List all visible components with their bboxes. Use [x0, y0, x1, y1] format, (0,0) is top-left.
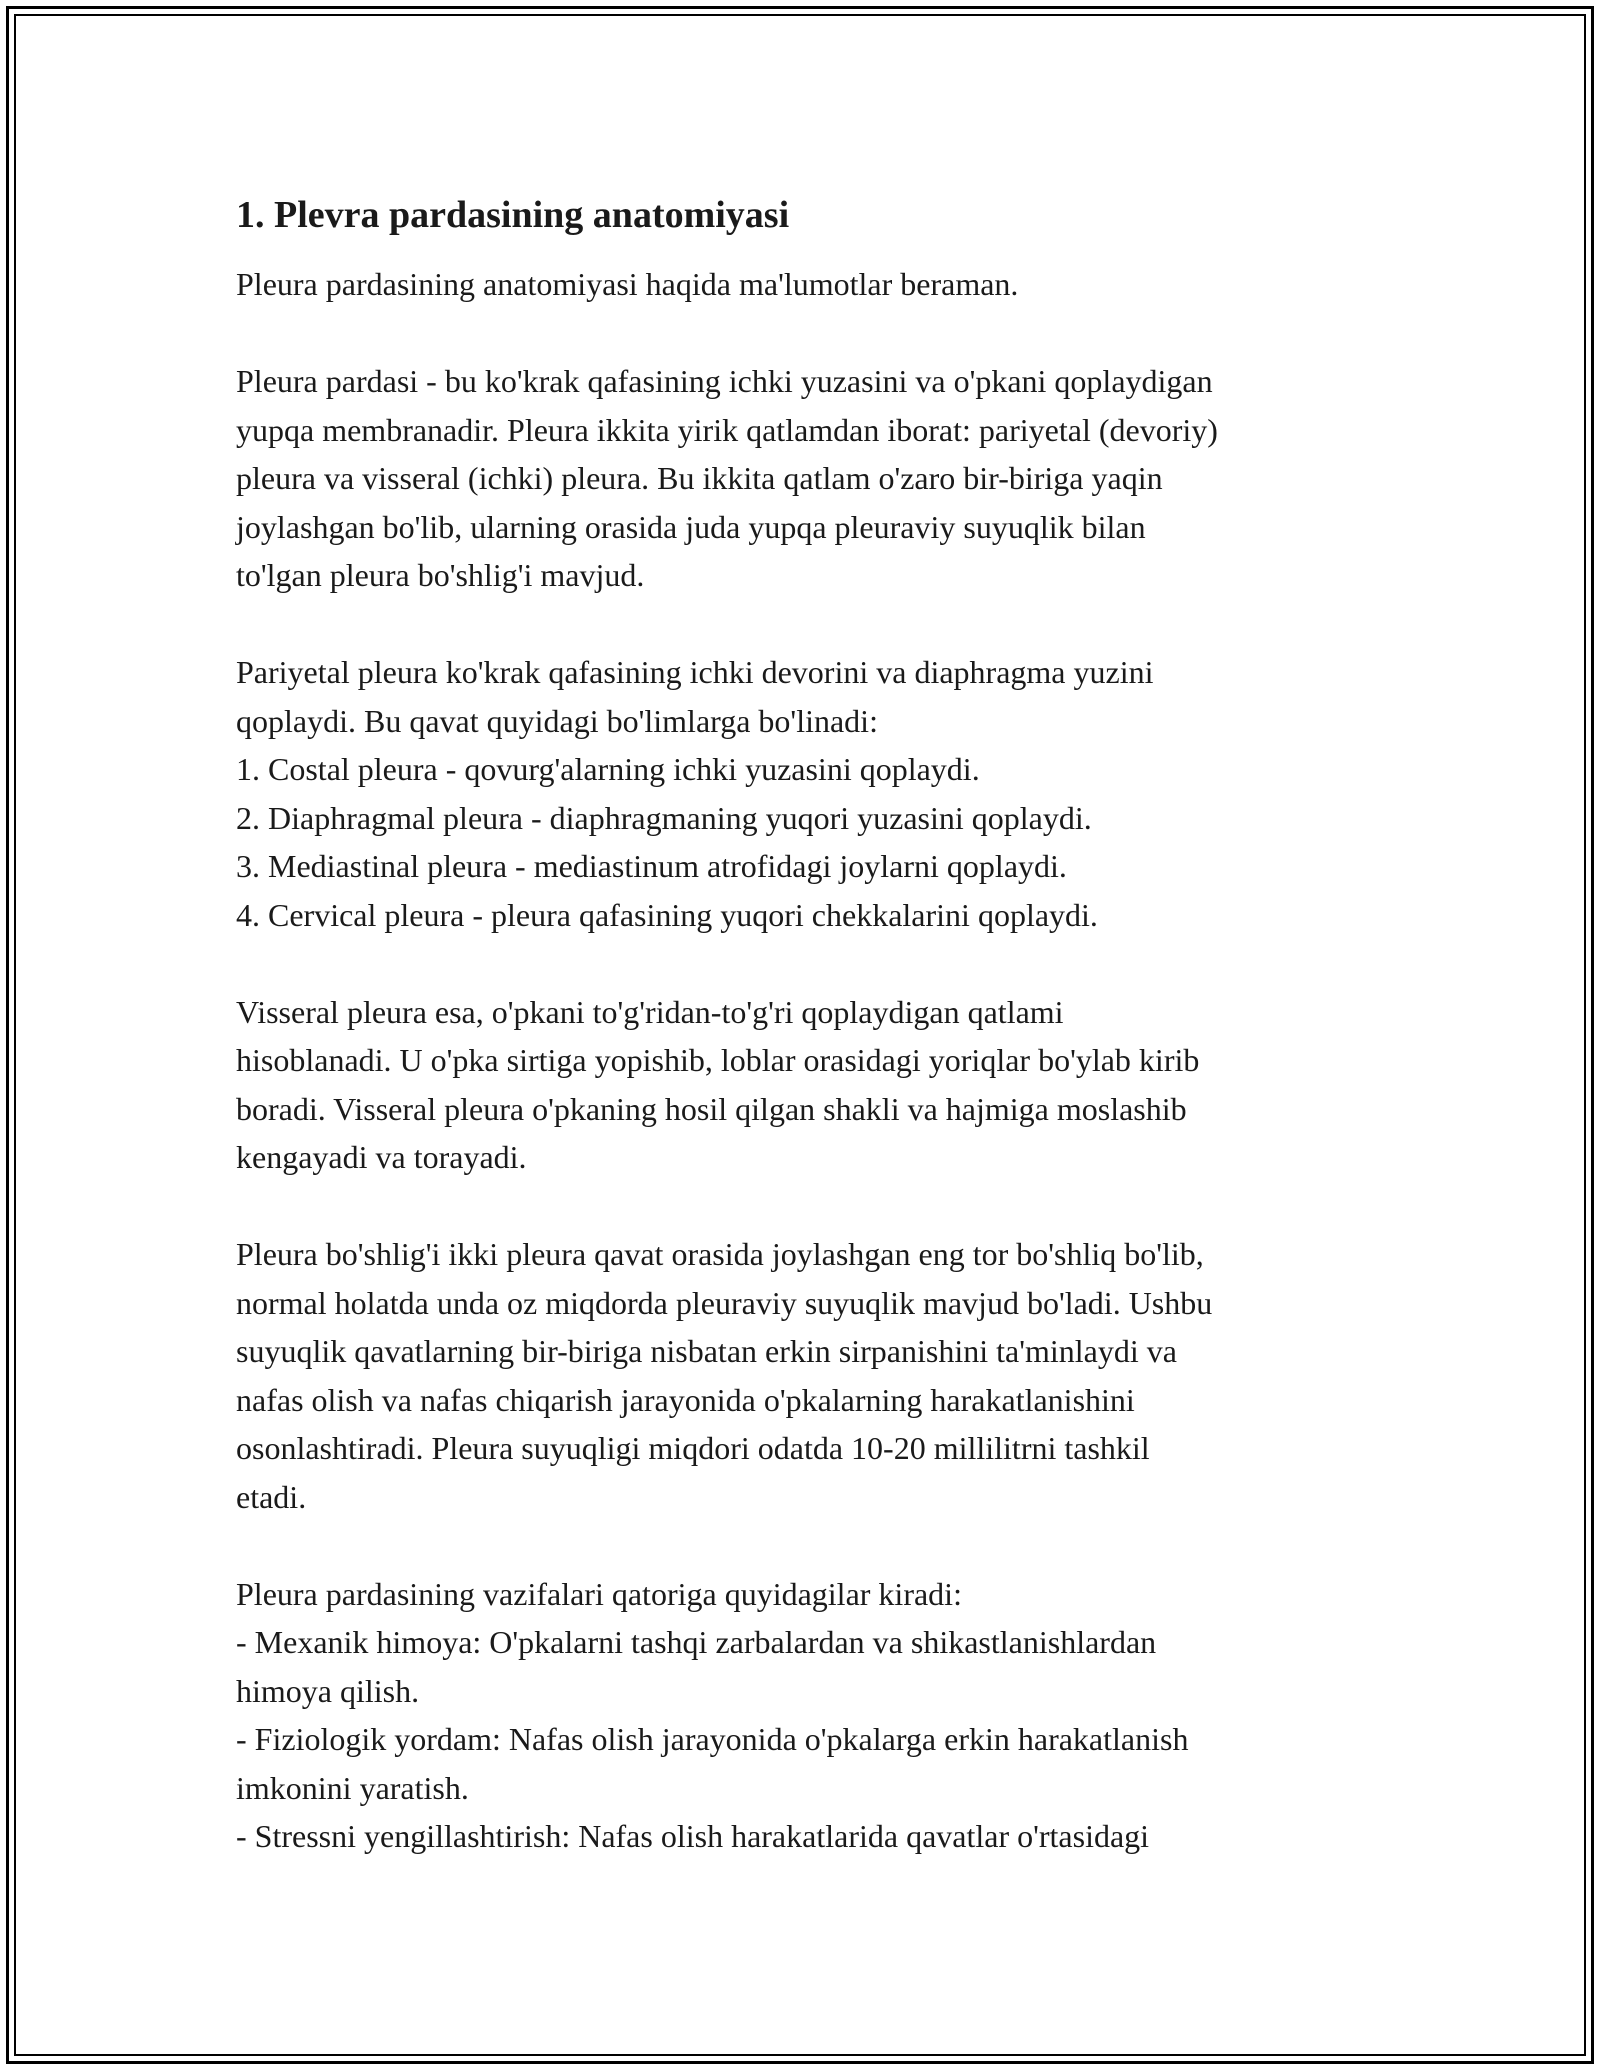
paragraph-pleura-definition: Pleura pardasi - bu ko'krak qafasining ichki yuzasini va o'pkani qoplaydigan yupqa membranadir. Pleura ikkita yirik qatlamdan iborat: pariyetal (devoriy) pleura va visseral (ichki) pleura. Bu ikkita qatlam o'zaro bir-biriga yaqin joylashgan bo'lib, ularning orasida juda yupqa pleuraviy suyuqlik bilan to'lgan pleura bo'shlig'i mavjud. [236, 363, 1218, 593]
paragraph-intro: Pleura pardasining anatomiyasi haqida ma'lumotlar beraman. [236, 266, 1019, 302]
document-body [236, 188, 1396, 1909]
paragraph-visceral-pleura: Visseral pleura esa, o'pkani to'g'ridan-to'g'ri qoplaydigan qatlami hisoblanadi. U o'pka sirtiga yopishib, loblar orasidagi yoriqlar bo'ylab kirib boradi. Visseral pleura o'pkaning hosil qilgan shakli va hajmiga moslashib kengayadi va torayadi. [236, 993, 1200, 1175]
section-title: 1. Plevra pardasining anatomiyasi [236, 194, 790, 236]
paragraph-parietal-pleura: Pariyetal pleura ko'krak qafasining ichki devorini va diaphragma yuzini qoplaydi. Bu qavat quyidagi bo'limlarga bo'linadi: 1. Costal pleura - qovurg'alarning ichki yuzasini qoplaydi. 2. Diaphragmal pleura - diaphragmaning yuqori yuzasini qoplaydi. 3. Mediastinal pleura - mediastinum atrofidagi joylarni qoplaydi. 4. Cervical pleura - pleura qafasining yuqori chekkalarini qoplaydi. [236, 654, 1154, 933]
paragraph-pleura-functions: Pleura pardasining vazifalari qatoriga quyidagilar kiradi: - Mexanik himoya: O'pkalarni tashqi zarbalardan va shikastlanishlardan himoya qilish. - Fiziologik yordam: Nafas olish jarayonida o'pkalarga erkin harakatlanish imkonini yaratish. - Stressni yengillashtirish: Nafas olish harakatlarida qavatlar o'rtasidagi [236, 1575, 1189, 1854]
paragraph-pleural-cavity: Pleura bo'shlig'i ikki pleura qavat orasida joylashgan eng tor bo'shliq bo'lib, normal holatda unda oz miqdorda pleuraviy suyuqlik mavjud bo'ladi. Ushbu suyuqlik qavatlarning bir-biriga nisbatan erkin sirpanishini ta'minlaydi va nafas olish va nafas chiqarish jarayonida o'pkalarning harakatlanishini osonlashtiradi. Pleura suyuqligi miqdori odatda 10-20 millilitrni tashkil etadi. [236, 1236, 1213, 1515]
